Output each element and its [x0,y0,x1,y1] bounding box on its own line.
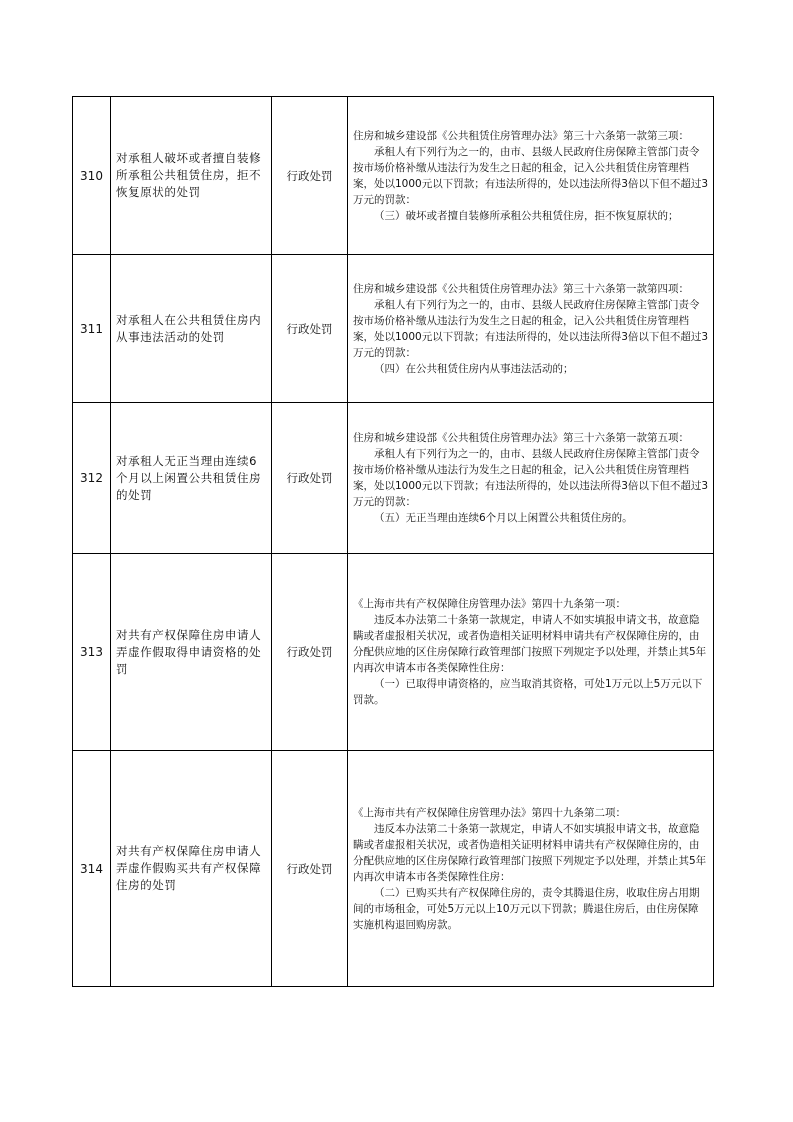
penalty-item: 对承租人无正当理由连续6个月以上闲置公共租赁住房的处罚 [111,403,272,554]
basis-text: 承租人有下列行为之一的，由市、县级人民政府住房保障主管部门责令按市场价格补缴从违法行为发生之日起的租金，记入公共租赁住房管理档案，处以1000元以下罚款；有违法所得的，处以违法所得3倍以下但不超过3万元的罚款： [353,448,709,508]
legal-basis [348,255,714,403]
table-row [73,554,714,751]
penalty-table [72,96,714,987]
row-number: 310 [73,97,111,255]
legal-basis [348,97,714,255]
basis-text: 违反本办法第二十条第一款规定，申请人不如实填报申请文书，故意隐瞒或者虚报相关状况，或者伪造相关证明材料申请共有产权保障住房的，由分配供应地的区住房保障行政管理部门按照下列规定予以处理，并禁止其5年内再次申请本市各类保障性住房： [353,822,707,883]
legal-basis [348,403,714,554]
basis-clause: （四）在公共租赁住房内从事违法活动的； [374,362,574,375]
legal-basis [348,751,714,987]
penalty-category: 行政处罚 [272,751,348,987]
penalty-item: 对共有产权保障住房申请人弄虚作假取得申请资格的处罚 [111,554,272,751]
basis-heading: 《上海市共有产权保障住房管理办法》第四十九条第一项： [353,598,626,610]
basis-clause: （一）已取得申请资格的，应当取消其资格，可处1万元以上5万元以下罚款。 [353,678,703,706]
penalty-item: 对共有产权保障住房申请人弄虚作假购买共有产权保障住房的处罚 [111,751,272,987]
table-row [73,751,714,987]
basis-text: 承租人有下列行为之一的，由市、县级人民政府住房保障主管部门责令按市场价格补缴从违法行为发生之日起的租金，记入公共租赁住房管理档案，处以1000元以下罚款；有违法所得的，处以违法所得3倍以下但不超过3万元的罚款： [353,298,709,359]
penalty-category: 行政处罚 [272,554,348,751]
basis-heading: 住房和城乡建设部《公共租赁住房管理办法》第三十六条第一款第三项： [353,129,689,142]
table-row [73,97,714,255]
row-number: 314 [73,751,111,987]
penalty-category: 行政处罚 [272,403,348,554]
row-number: 313 [73,554,111,751]
table-row [73,403,714,554]
table-row [73,255,714,403]
penalty-category: 行政处罚 [272,255,348,403]
basis-heading: 住房和城乡建设部《公共租赁住房管理办法》第三十六条第一款第五项： [353,432,689,444]
legal-basis [348,554,714,751]
row-number: 312 [73,403,111,554]
penalty-category: 行政处罚 [272,97,348,255]
basis-clause: （二）已购买共有产权保障住房的，责令其腾退住房，收取住房占用期间的市场租金，可处5万元以上10万元以下罚款；腾退住房后，由住房保障实施机构退回购房款。 [353,886,700,931]
basis-text: 承租人有下列行为之一的，由市、县级人民政府住房保障主管部门责令按市场价格补缴从违法行为发生之日起的租金，记入公共租赁住房管理档案，处以1000元以下罚款；有违法所得的，处以违法所得3倍以下但不超过3万元的罚款： [353,145,709,206]
penalty-item: 对承租人在公共租赁住房内从事违法活动的处罚 [111,255,272,403]
basis-heading: 《上海市共有产权保障住房管理办法》第四十九条第二项： [353,806,626,819]
basis-clause: （三）破坏或者擅自装修所承租公共租赁住房，拒不恢复原状的； [374,209,679,222]
row-number: 311 [73,255,111,403]
basis-clause: （五）无正当理由连续6个月以上闲置公共租赁住房的。 [374,512,633,524]
penalty-item: 对承租人破坏或者擅自装修所承租公共租赁住房，拒不恢复原状的处罚 [111,97,272,255]
basis-text: 违反本办法第二十条第一款规定，申请人不如实填报申请文书，故意隐瞒或者虚报相关状况，或者伪造相关证明材料申请共有产权保障住房的，由分配供应地的区住房保障行政管理部门按照下列规定予以处理，并禁止其5年内再次申请本市各类保障性住房： [353,614,707,674]
basis-heading: 住房和城乡建设部《公共租赁住房管理办法》第三十六条第一款第四项： [353,282,689,295]
